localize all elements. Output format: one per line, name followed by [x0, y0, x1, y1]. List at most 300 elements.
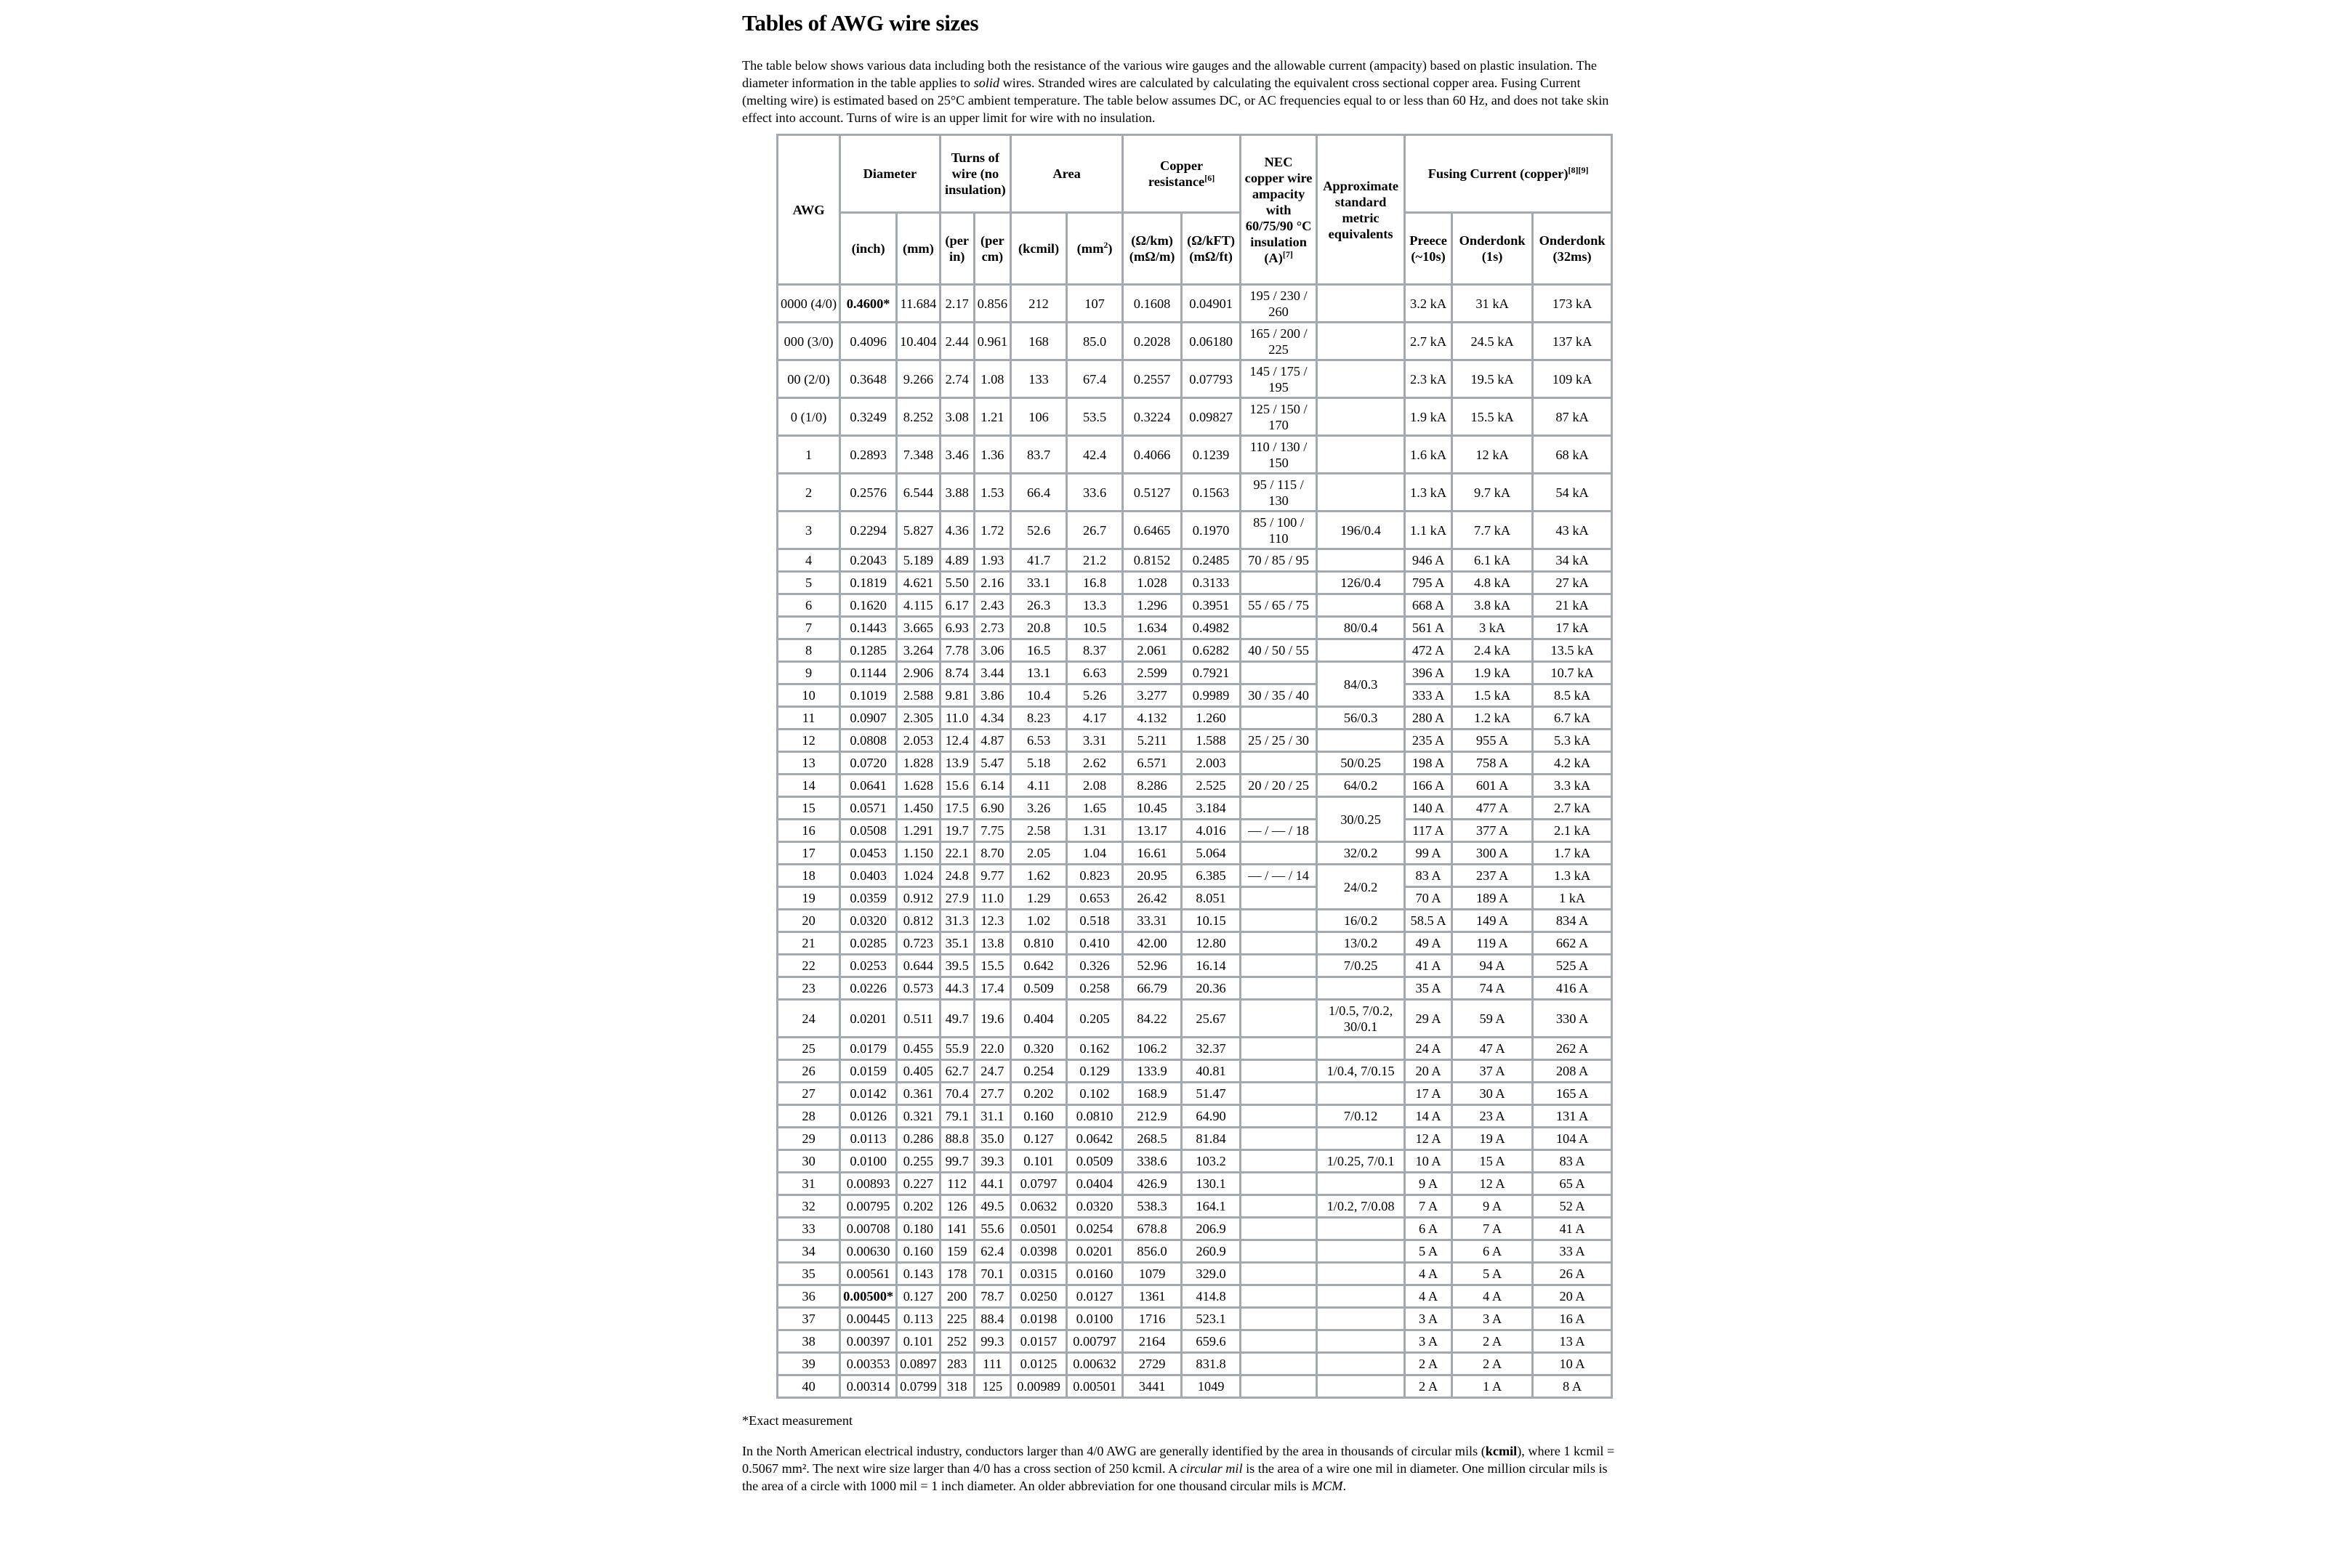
cell-preece: 2 A — [1405, 1353, 1452, 1375]
cell-awg: 17 — [778, 842, 840, 865]
cell-ohm-kft: 16.14 — [1182, 955, 1241, 977]
cell-od1: 37 A — [1452, 1060, 1533, 1083]
cell-ohm-km: 338.6 — [1123, 1150, 1182, 1173]
cell-awg: 33 — [778, 1218, 840, 1240]
table-row — [778, 1308, 1612, 1330]
cell-nec — [1241, 1105, 1317, 1128]
cell-mm: 0.455 — [897, 1038, 941, 1060]
cell-awg: 36 — [778, 1285, 840, 1308]
cell-od32: 8.5 kA — [1533, 684, 1612, 707]
cell-metric — [1317, 594, 1405, 617]
cell-per-in: 6.17 — [940, 594, 974, 617]
ref-link-7[interactable]: [7] — [1282, 248, 1293, 259]
cell-od32: 10 A — [1533, 1353, 1612, 1375]
cell-preece: 166 A — [1405, 775, 1452, 797]
cell-ohm-km: 0.2557 — [1123, 360, 1182, 398]
table-row — [778, 955, 1612, 977]
cell-od1: 1.9 kA — [1452, 662, 1533, 684]
cell-mm2: 0.102 — [1067, 1083, 1123, 1105]
cell-per-in: 6.93 — [940, 617, 974, 639]
cell-od32: 10.7 kA — [1533, 662, 1612, 684]
cell-metric: 1/0.5, 7/0.2, 30/0.1 — [1317, 1000, 1405, 1038]
cell-ohm-km: 212.9 — [1123, 1105, 1182, 1128]
cell-mm2: 16.8 — [1067, 572, 1123, 594]
cell-nec — [1241, 1195, 1317, 1218]
cell-od32: 21 kA — [1533, 594, 1612, 617]
ref-link-6[interactable]: [6] — [1204, 172, 1215, 183]
cell-awg: 16 — [778, 820, 840, 842]
cell-preece: 14 A — [1405, 1105, 1452, 1128]
cell-mm2: 0.0642 — [1067, 1128, 1123, 1150]
cell-awg: 19 — [778, 887, 840, 910]
header-per-in: (per in) — [940, 213, 974, 285]
cell-ohm-kft: 0.3133 — [1182, 572, 1241, 594]
note-bold-kcmil: kcmil — [1485, 1444, 1518, 1458]
table-row — [778, 1173, 1612, 1195]
cell-per-cm: 49.5 — [974, 1195, 1010, 1218]
cell-ohm-kft: 414.8 — [1182, 1285, 1241, 1308]
table-row — [778, 775, 1612, 797]
cell-ohm-kft: 0.6282 — [1182, 639, 1241, 662]
cell-inch: 0.3648 — [840, 360, 897, 398]
cell-ohm-km: 16.61 — [1123, 842, 1182, 865]
cell-preece: 561 A — [1405, 617, 1452, 639]
cell-ohm-km: 2.599 — [1123, 662, 1182, 684]
cell-awg: 2 — [778, 474, 840, 512]
cell-od32: 1.7 kA — [1533, 842, 1612, 865]
cell-per-in: 2.17 — [940, 285, 974, 323]
cell-preece: 17 A — [1405, 1083, 1452, 1105]
cell-od1: 300 A — [1452, 842, 1533, 865]
cell-ohm-km: 4.132 — [1123, 707, 1182, 730]
note-text-4: . — [1342, 1479, 1346, 1493]
cell-per-in: 4.89 — [940, 549, 974, 572]
cell-metric — [1317, 285, 1405, 323]
intro-paragraph — [742, 57, 1625, 126]
cell-mm: 0.321 — [897, 1105, 941, 1128]
header-area: Area — [1011, 135, 1123, 213]
cell-ohm-kft: 0.07793 — [1182, 360, 1241, 398]
cell-metric — [1317, 977, 1405, 1000]
cell-nec — [1241, 797, 1317, 820]
cell-mm: 0.180 — [897, 1218, 941, 1240]
cell-ohm-km: 856.0 — [1123, 1240, 1182, 1263]
header-row-1 — [778, 135, 1612, 213]
cell-inch: 0.1620 — [840, 594, 897, 617]
cell-ohm-km: 52.96 — [1123, 955, 1182, 977]
cell-per-in: 178 — [940, 1263, 974, 1285]
cell-ohm-kft: 12.80 — [1182, 932, 1241, 955]
cell-per-cm: 39.3 — [974, 1150, 1010, 1173]
cell-od1: 2 A — [1452, 1330, 1533, 1353]
cell-nec: 125 / 150 / 170 — [1241, 398, 1317, 436]
cell-od32: 4.2 kA — [1533, 752, 1612, 775]
cell-awg: 26 — [778, 1060, 840, 1083]
cell-per-cm: 3.06 — [974, 639, 1010, 662]
cell-od1: 477 A — [1452, 797, 1533, 820]
table-row — [778, 797, 1612, 820]
header-fusing — [1405, 135, 1612, 213]
cell-nec — [1241, 617, 1317, 639]
cell-ohm-kft: 659.6 — [1182, 1330, 1241, 1353]
cell-ohm-kft: 4.016 — [1182, 820, 1241, 842]
cell-nec — [1241, 1173, 1317, 1195]
cell-kcmil: 0.642 — [1011, 955, 1067, 977]
cell-awg: 21 — [778, 932, 840, 955]
cell-kcmil: 0.0125 — [1011, 1353, 1067, 1375]
cell-od32: 17 kA — [1533, 617, 1612, 639]
cell-od32: 131 A — [1533, 1105, 1612, 1128]
cell-metric: 56/0.3 — [1317, 707, 1405, 730]
cell-kcmil: 13.1 — [1011, 662, 1067, 684]
cell-metric: 1/0.4, 7/0.15 — [1317, 1060, 1405, 1083]
table-row — [778, 436, 1612, 474]
cell-per-in: 62.7 — [940, 1060, 974, 1083]
table-row — [778, 1195, 1612, 1218]
cell-per-in: 252 — [940, 1330, 974, 1353]
cell-per-in: 2.44 — [940, 323, 974, 360]
cell-per-in: 3.88 — [940, 474, 974, 512]
cell-awg: 8 — [778, 639, 840, 662]
cell-per-cm: 1.21 — [974, 398, 1010, 436]
cell-per-in: 31.3 — [940, 910, 974, 932]
table-row — [778, 1150, 1612, 1173]
cell-awg: 31 — [778, 1173, 840, 1195]
cell-mm2: 0.0127 — [1067, 1285, 1123, 1308]
cell-od32: 8 A — [1533, 1375, 1612, 1398]
cell-preece: 1.6 kA — [1405, 436, 1452, 474]
footnote: *Exact measurement — [742, 1413, 853, 1428]
cell-ohm-km: 1.296 — [1123, 594, 1182, 617]
cell-od1: 189 A — [1452, 887, 1533, 910]
cell-ohm-kft: 329.0 — [1182, 1263, 1241, 1285]
cell-preece: 140 A — [1405, 797, 1452, 820]
cell-kcmil: 0.0398 — [1011, 1240, 1067, 1263]
cell-per-cm: 9.77 — [974, 865, 1010, 887]
cell-per-in: 225 — [940, 1308, 974, 1330]
note-italic-mcm: MCM — [1312, 1479, 1343, 1493]
cell-per-cm: 15.5 — [974, 955, 1010, 977]
cell-nec — [1241, 842, 1317, 865]
cell-per-in: 35.1 — [940, 932, 974, 955]
cell-nec — [1241, 1263, 1317, 1285]
cell-mm: 4.115 — [897, 594, 941, 617]
intro-text-1: The table below shows various data including both the resistance of the various wire gauges and the allowable current (ampacity) based on plastic insulation. The diameter information in the table applies to — [742, 58, 1597, 90]
cell-od32: 104 A — [1533, 1128, 1612, 1150]
ref-link-8-9[interactable]: [8][9] — [1568, 164, 1589, 175]
cell-od32: 173 kA — [1533, 285, 1612, 323]
cell-preece: 10 A — [1405, 1150, 1452, 1173]
cell-kcmil: 168 — [1011, 323, 1067, 360]
cell-inch: 0.2893 — [840, 436, 897, 474]
cell-mm2: 10.5 — [1067, 617, 1123, 639]
cell-inch: 0.0571 — [840, 797, 897, 820]
cell-metric: 80/0.4 — [1317, 617, 1405, 639]
cell-mm2: 0.0509 — [1067, 1150, 1123, 1173]
cell-awg: 28 — [778, 1105, 840, 1128]
cell-metric: 7/0.12 — [1317, 1105, 1405, 1128]
cell-per-in: 19.7 — [940, 820, 974, 842]
cell-preece: 668 A — [1405, 594, 1452, 617]
cell-per-in: 22.1 — [940, 842, 974, 865]
cell-nec — [1241, 1240, 1317, 1263]
table-row — [778, 285, 1612, 323]
cell-kcmil: 8.23 — [1011, 707, 1067, 730]
cell-inch: 0.0359 — [840, 887, 897, 910]
cell-kcmil: 0.00989 — [1011, 1375, 1067, 1398]
cell-mm2: 1.65 — [1067, 797, 1123, 820]
cell-mm2: 5.26 — [1067, 684, 1123, 707]
cell-inch: 0.1019 — [840, 684, 897, 707]
table-row — [778, 512, 1612, 549]
cell-mm: 0.160 — [897, 1240, 941, 1263]
cell-metric: 16/0.2 — [1317, 910, 1405, 932]
cell-preece: 472 A — [1405, 639, 1452, 662]
cell-mm2: 0.653 — [1067, 887, 1123, 910]
table-row — [778, 1263, 1612, 1285]
cell-per-cm: 0.856 — [974, 285, 1010, 323]
table-row — [778, 1240, 1612, 1263]
cell-ohm-km: 2164 — [1123, 1330, 1182, 1353]
awg-table — [776, 134, 1613, 1399]
cell-awg: 11 — [778, 707, 840, 730]
cell-per-cm: 88.4 — [974, 1308, 1010, 1330]
cell-kcmil: 66.4 — [1011, 474, 1067, 512]
cell-nec — [1241, 1038, 1317, 1060]
cell-kcmil: 10.4 — [1011, 684, 1067, 707]
table-row — [778, 730, 1612, 752]
cell-od32: 3.3 kA — [1533, 775, 1612, 797]
cell-kcmil: 106 — [1011, 398, 1067, 436]
cell-ohm-kft: 0.04901 — [1182, 285, 1241, 323]
cell-mm2: 0.823 — [1067, 865, 1123, 887]
cell-od1: 237 A — [1452, 865, 1533, 887]
cell-metric — [1317, 1285, 1405, 1308]
cell-nec: 55 / 65 / 75 — [1241, 594, 1317, 617]
cell-preece: 117 A — [1405, 820, 1452, 842]
cell-nec — [1241, 887, 1317, 910]
cell-od1: 19.5 kA — [1452, 360, 1533, 398]
cell-per-in: 283 — [940, 1353, 974, 1375]
cell-metric — [1317, 730, 1405, 752]
cell-awg: 7 — [778, 617, 840, 639]
cell-nec: 25 / 25 / 30 — [1241, 730, 1317, 752]
table-row — [778, 1375, 1612, 1398]
cell-mm2: 2.62 — [1067, 752, 1123, 775]
cell-kcmil: 0.127 — [1011, 1128, 1067, 1150]
cell-metric: 7/0.25 — [1317, 955, 1405, 977]
cell-inch: 0.4600* — [840, 285, 897, 323]
cell-per-in: 3.08 — [940, 398, 974, 436]
cell-ohm-km: 26.42 — [1123, 887, 1182, 910]
note-italic-circular-mil: circular mil — [1180, 1461, 1243, 1476]
table-row — [778, 842, 1612, 865]
cell-per-in: 70.4 — [940, 1083, 974, 1105]
cell-per-in: 159 — [940, 1240, 974, 1263]
cell-mm: 0.113 — [897, 1308, 941, 1330]
cell-mm: 2.588 — [897, 684, 941, 707]
cell-mm2: 0.0254 — [1067, 1218, 1123, 1240]
cell-ohm-kft: 64.90 — [1182, 1105, 1241, 1128]
cell-nec — [1241, 1285, 1317, 1308]
copper-resistance-label: Copper resistance — [1148, 158, 1205, 189]
cell-ohm-km: 1079 — [1123, 1263, 1182, 1285]
cell-preece: 83 A — [1405, 865, 1452, 887]
fusing-label: Fusing Current (copper) — [1427, 166, 1568, 181]
cell-inch: 0.00353 — [840, 1353, 897, 1375]
cell-od1: 24.5 kA — [1452, 323, 1533, 360]
cell-kcmil: 41.7 — [1011, 549, 1067, 572]
cell-nec: — / — / 18 — [1241, 820, 1317, 842]
cell-metric: 24/0.2 — [1317, 865, 1405, 910]
cell-inch: 0.0320 — [840, 910, 897, 932]
cell-ohm-km: 268.5 — [1123, 1128, 1182, 1150]
cell-mm2: 0.518 — [1067, 910, 1123, 932]
cell-metric — [1317, 1263, 1405, 1285]
header-mm2 — [1067, 213, 1123, 285]
cell-ohm-kft: 0.9989 — [1182, 684, 1241, 707]
cell-per-cm: 31.1 — [974, 1105, 1010, 1128]
header-turns: Turns of wire (no insulation) — [940, 135, 1010, 213]
cell-per-cm: 44.1 — [974, 1173, 1010, 1195]
cell-od32: 54 kA — [1533, 474, 1612, 512]
cell-mm: 1.450 — [897, 797, 941, 820]
cell-per-in: 27.9 — [940, 887, 974, 910]
cell-kcmil: 133 — [1011, 360, 1067, 398]
cell-od32: 5.3 kA — [1533, 730, 1612, 752]
cell-od32: 52 A — [1533, 1195, 1612, 1218]
cell-per-in: 11.0 — [940, 707, 974, 730]
cell-inch: 0.2294 — [840, 512, 897, 549]
cell-inch: 0.00397 — [840, 1330, 897, 1353]
cell-awg: 3 — [778, 512, 840, 549]
cell-per-cm: 1.36 — [974, 436, 1010, 474]
cell-od32: 330 A — [1533, 1000, 1612, 1038]
cell-mm2: 0.00501 — [1067, 1375, 1123, 1398]
cell-ohm-km: 538.3 — [1123, 1195, 1182, 1218]
table-body — [778, 285, 1612, 1398]
cell-per-in: 49.7 — [940, 1000, 974, 1038]
cell-od1: 6 A — [1452, 1240, 1533, 1263]
cell-metric — [1317, 549, 1405, 572]
cell-metric: 30/0.25 — [1317, 797, 1405, 842]
cell-awg: 39 — [778, 1353, 840, 1375]
cell-od32: 13.5 kA — [1533, 639, 1612, 662]
cell-awg: 20 — [778, 910, 840, 932]
cell-mm: 1.828 — [897, 752, 941, 775]
cell-mm: 0.723 — [897, 932, 941, 955]
cell-preece: 396 A — [1405, 662, 1452, 684]
cell-inch: 0.00708 — [840, 1218, 897, 1240]
cell-od1: 59 A — [1452, 1000, 1533, 1038]
cell-mm2: 42.4 — [1067, 436, 1123, 474]
cell-od1: 9.7 kA — [1452, 474, 1533, 512]
intro-text-2: wires. Stranded wires are calculated by calculating the equivalent cross sectional copper area. Fusing Current (melting wire) is estimated based on 25°C ambient temperature. The table below assumes DC, or AC frequencies equal to or less than 60 Hz, and does not take skin effect into account. Turns of wire is an upper limit for wire with no insulation. — [742, 76, 1609, 125]
cell-nec — [1241, 572, 1317, 594]
cell-ohm-km: 8.286 — [1123, 775, 1182, 797]
cell-metric: 84/0.3 — [1317, 662, 1405, 707]
cell-per-in: 126 — [940, 1195, 974, 1218]
cell-od1: 19 A — [1452, 1128, 1533, 1150]
cell-inch: 0.0142 — [840, 1083, 897, 1105]
cell-od1: 7 A — [1452, 1218, 1533, 1240]
cell-inch: 0.0159 — [840, 1060, 897, 1083]
cell-per-in: 112 — [940, 1173, 974, 1195]
cell-od1: 9 A — [1452, 1195, 1533, 1218]
cell-inch: 0.3249 — [840, 398, 897, 436]
cell-kcmil: 2.58 — [1011, 820, 1067, 842]
cell-nec: 165 / 200 / 225 — [1241, 323, 1317, 360]
cell-od1: 12 kA — [1452, 436, 1533, 474]
table-row — [778, 1083, 1612, 1105]
cell-awg: 34 — [778, 1240, 840, 1263]
cell-kcmil: 0.0250 — [1011, 1285, 1067, 1308]
cell-preece: 333 A — [1405, 684, 1452, 707]
cell-od1: 47 A — [1452, 1038, 1533, 1060]
cell-inch: 0.0226 — [840, 977, 897, 1000]
cell-od32: 68 kA — [1533, 436, 1612, 474]
cell-preece: 2 A — [1405, 1375, 1452, 1398]
cell-ohm-km: 133.9 — [1123, 1060, 1182, 1083]
cell-ohm-kft: 523.1 — [1182, 1308, 1241, 1330]
cell-ohm-kft: 8.051 — [1182, 887, 1241, 910]
cell-nec — [1241, 1060, 1317, 1083]
cell-preece: 41 A — [1405, 955, 1452, 977]
cell-per-cm: 12.3 — [974, 910, 1010, 932]
cell-mm: 3.264 — [897, 639, 941, 662]
cell-mm: 1.291 — [897, 820, 941, 842]
cell-od1: 2 A — [1452, 1353, 1533, 1375]
cell-mm: 0.127 — [897, 1285, 941, 1308]
cell-ohm-km: 1716 — [1123, 1308, 1182, 1330]
cell-ohm-kft: 20.36 — [1182, 977, 1241, 1000]
cell-nec: 70 / 85 / 95 — [1241, 549, 1317, 572]
header-ohm-km: (Ω/km) (mΩ/m) — [1123, 213, 1182, 285]
table-row — [778, 617, 1612, 639]
cell-awg: 35 — [778, 1263, 840, 1285]
cell-preece: 198 A — [1405, 752, 1452, 775]
cell-ohm-km: 0.8152 — [1123, 549, 1182, 572]
cell-ohm-km: 2729 — [1123, 1353, 1182, 1375]
table-row — [778, 594, 1612, 617]
cell-per-in: 12.4 — [940, 730, 974, 752]
cell-metric: 13/0.2 — [1317, 932, 1405, 955]
cell-awg: 38 — [778, 1330, 840, 1353]
cell-mm: 10.404 — [897, 323, 941, 360]
header-metric: Approximate standard metric equivalents — [1317, 135, 1405, 285]
cell-od32: 43 kA — [1533, 512, 1612, 549]
cell-per-in: 99.7 — [940, 1150, 974, 1173]
cell-per-cm: 3.44 — [974, 662, 1010, 684]
cell-kcmil: 26.3 — [1011, 594, 1067, 617]
cell-ohm-kft: 32.37 — [1182, 1038, 1241, 1060]
cell-nec — [1241, 1150, 1317, 1173]
cell-mm: 0.644 — [897, 955, 941, 977]
cell-preece: 4 A — [1405, 1285, 1452, 1308]
cell-kcmil: 0.404 — [1011, 1000, 1067, 1038]
cell-mm: 6.544 — [897, 474, 941, 512]
intro-italic: solid — [973, 76, 1000, 90]
cell-mm2: 0.0201 — [1067, 1240, 1123, 1263]
cell-preece: 2.3 kA — [1405, 360, 1452, 398]
cell-ohm-km: 0.6465 — [1123, 512, 1182, 549]
cell-per-cm: 62.4 — [974, 1240, 1010, 1263]
mm2-sup: 2 — [1103, 239, 1108, 250]
cell-mm: 5.827 — [897, 512, 941, 549]
cell-od32: 13 A — [1533, 1330, 1612, 1353]
header-mm: (mm) — [897, 213, 941, 285]
cell-metric — [1317, 1173, 1405, 1195]
